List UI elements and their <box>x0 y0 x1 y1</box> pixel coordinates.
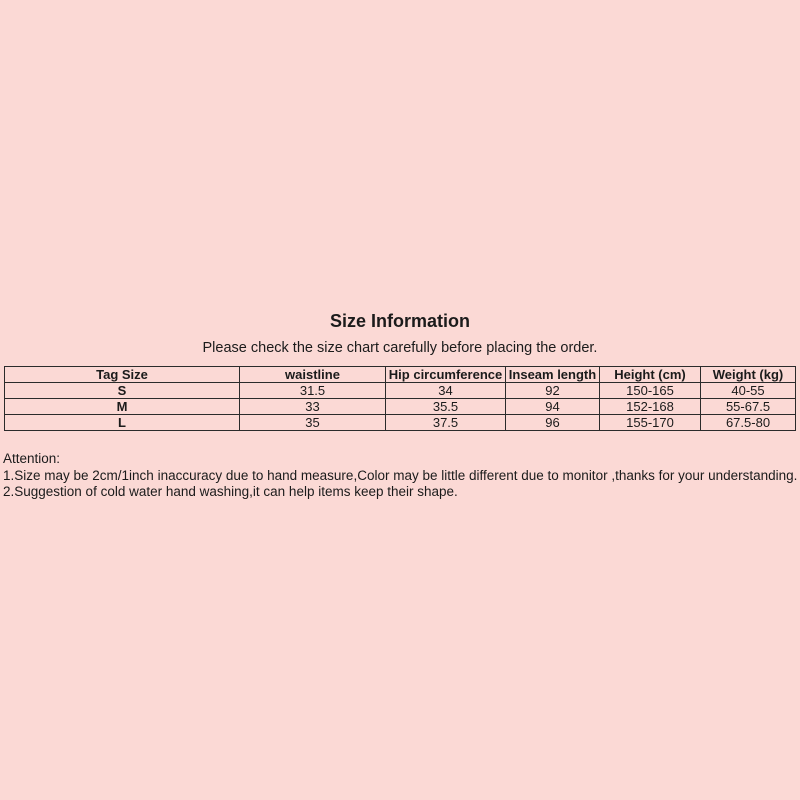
column-header-tag-size: Tag Size <box>5 367 240 383</box>
table-cell: 40-55 <box>701 383 796 399</box>
table-cell: M <box>5 399 240 415</box>
table-cell: 67.5-80 <box>701 415 796 431</box>
table-cell: S <box>5 383 240 399</box>
table-cell: 33 <box>240 399 386 415</box>
attention-heading: Attention: <box>3 451 61 466</box>
table-header-row <box>5 367 796 383</box>
table-row-size-l <box>5 415 796 431</box>
column-header-height: Height (cm) <box>600 367 701 383</box>
size-table <box>4 366 796 431</box>
table-cell: 150-165 <box>600 383 701 399</box>
table-cell: 35.5 <box>386 399 506 415</box>
table-cell: 55-67.5 <box>701 399 796 415</box>
column-header-hip-circumference: Hip circumference <box>386 367 506 383</box>
column-header-inseam-length: Inseam length <box>506 367 600 383</box>
table-row-size-m <box>5 399 796 415</box>
table-cell: 152-168 <box>600 399 701 415</box>
attention-section <box>3 451 800 501</box>
table-cell: 37.5 <box>386 415 506 431</box>
page-title: Size Information <box>329 311 470 331</box>
table-cell: 155-170 <box>600 415 701 431</box>
column-header-weight: Weight (kg) <box>701 367 796 383</box>
attention-note-2: 2.Suggestion of cold water hand washing,it can help items keep their shape. <box>3 484 458 499</box>
table-cell: 34 <box>386 383 506 399</box>
table-cell: 96 <box>506 415 600 431</box>
table-cell: 92 <box>506 383 600 399</box>
table-row-size-s <box>5 383 796 399</box>
page-subtitle: Please check the size chart carefully before placing the order. <box>202 340 598 356</box>
table-cell: 35 <box>240 415 386 431</box>
table-cell: 94 <box>506 399 600 415</box>
table-cell: L <box>5 415 240 431</box>
table-cell: 31.5 <box>240 383 386 399</box>
attention-note-1: 1.Size may be 2cm/1inch inaccuracy due to hand measure,Color may be little different due to monitor ,thanks for your understanding. <box>3 467 798 483</box>
column-header-waistline: waistline <box>240 367 386 383</box>
